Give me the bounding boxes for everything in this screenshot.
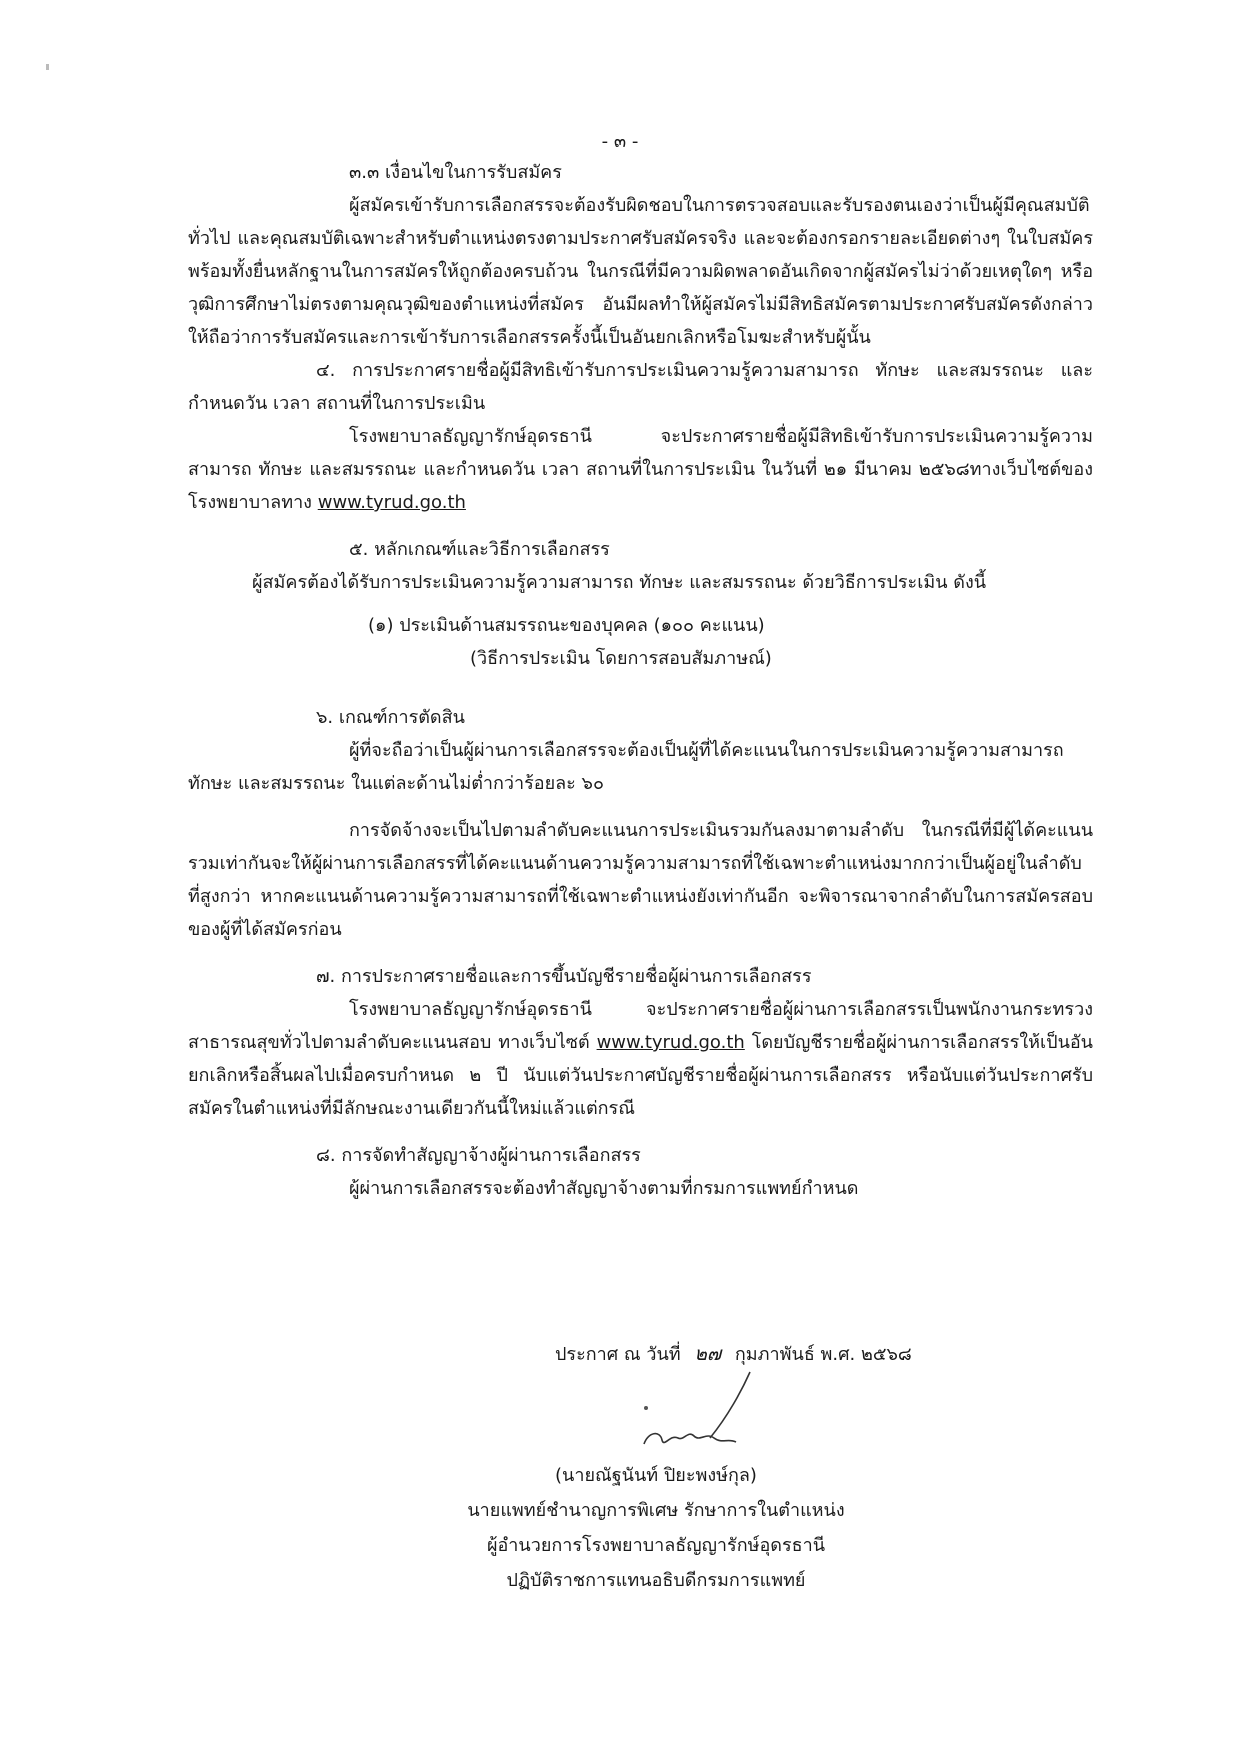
- section-5-heading: ๕. หลักเกณฑ์และวิธีการเลือกสรร: [349, 539, 610, 560]
- section-6-body-2: การจัดจ้างจะเป็นไปตามลำดับคะแนนการประเมินรวมกันลงมาตามลำดับ ในกรณีที่มีผู้ได้คะแนนรวมเท่ากันจะให้ผู้ผ่านการเลือกสรรที่ได้คะแนนด้านความรู้ความสามารถที่ใช้เฉพาะตำแหน่งมากกว่าเป็นผู้อยู่ในลำดับที่สูงกว่า หากคะแนนด้านความรู้ความสามารถที่ใช้เฉพาะตำแหน่งยังเท่ากันอีก จะพิจารณาจากลำดับในการสมัครสอบของผู้ที่ได้สมัครก่อน: [188, 820, 1093, 940]
- criterion-1: (๑) ประเมินด้านสมรรถนะของบุคคล (๑๐๐ คะแนน): [368, 615, 765, 636]
- section-7-body: [188, 993, 1093, 1125]
- section-6-body-1: ผู้ที่จะถือว่าเป็นผู้ผ่านการเลือกสรรจะต้องเป็นผู้ที่ได้คะแนนในการประเมินความรู้ความสามารถ ทักษะ และสมรรถนะ ในแต่ละด้านไม่ต่ำกว่าร้อยละ ๖๐: [188, 740, 1064, 794]
- website-link[interactable]: www.tyrud.go.th: [317, 492, 466, 513]
- announcement-month-year: กุมภาพันธ์ พ.ศ. ๒๕๖๘: [734, 1344, 912, 1365]
- announcement-prefix: ประกาศ ณ วันที่: [555, 1344, 681, 1365]
- announcement-day: ๒๗: [694, 1343, 722, 1365]
- signer-title-2: ผู้อำนวยการโรงพยาบาลธัญญารักษ์อุดรธานี: [486, 1535, 826, 1556]
- section-3-3-heading: ๓.๓ เงื่อนไขในการรับสมัคร: [349, 162, 562, 183]
- section-8-heading: ๘. การจัดทำสัญญาจ้างผู้ผ่านการเลือกสรร: [316, 1145, 641, 1166]
- section-4-body: [188, 420, 1093, 519]
- section-4-text: โรงพยาบาลธัญญารักษ์อุดรธานี จะประกาศรายชื่อผู้มีสิทธิเข้ารับการประเมินความรู้ความสามารถ ทักษะ และสมรรถนะ และกำหนดวัน เวลา สถานที่ในการประเมิน ในวันที่ ๒๑ มีนาคม ๒๕๖๘ทางเว็บไซต์ของโรงพยาบาลทาง: [188, 426, 1093, 513]
- signer-name: (นายณัฐนันท์ ปิยะพงษ์กุล): [555, 1465, 757, 1486]
- website-link-2[interactable]: www.tyrud.go.th: [596, 1032, 745, 1053]
- section-6-heading: ๖. เกณฑ์การตัดสิน: [316, 707, 465, 728]
- criterion-1-method: (วิธีการประเมิน โดยการสอบสัมภาษณ์): [470, 648, 772, 669]
- scan-speck: [46, 64, 49, 70]
- section-8-body: ผู้ผ่านการเลือกสรรจะต้องทำสัญญาจ้างตามที่กรมการแพทย์กำหนด: [349, 1178, 859, 1199]
- section-4-heading: ๔. การประกาศรายชื่อผู้มีสิทธิเข้ารับการประเมินความรู้ความสามารถ ทักษะ และสมรรถนะ และกำหนดวัน เวลา สถานที่ในการประเมิน: [188, 360, 1093, 414]
- section-7-text-before: โรงพยาบาลธัญญารักษ์อุดรธานี จะประกาศรายชื่อผู้ผ่านการเลือกสรรเป็นพนักงานกระทรวงสาธารณสุขทั่วไปตามลำดับคะแนนสอบ ทางเว็บไซต์: [188, 999, 1093, 1053]
- page-number: - ๓ -: [601, 131, 639, 152]
- signature-icon: [632, 1368, 782, 1458]
- signer-title-3: ปฏิบัติราชการแทนอธิบดีกรมการแพทย์: [506, 1570, 806, 1591]
- section-7-text-after: โดยบัญชีรายชื่อผู้ผ่านการเลือกสรรให้เป็นอันยกเลิกหรือสิ้นผลไปเมื่อครบกำหนด ๒ ปี นับแต่วันประกาศบัญชีรายชื่อผู้ผ่านการเลือกสรร หรือนับแต่วันประกาศรับสมัครในตำแหน่งที่มีลักษณะงานเดียวกันนี้ใหม่แล้วแต่กรณี: [188, 1032, 1093, 1119]
- section-7-heading: ๗. การประกาศรายชื่อและการขึ้นบัญชีรายชื่อผู้ผ่านการเลือกสรร: [316, 966, 812, 987]
- announcement-date: [555, 1339, 912, 1369]
- section-3-3-body: ผู้สมัครเข้ารับการเลือกสรรจะต้องรับผิดชอบในการตรวจสอบและรับรองตนเองว่าเป็นผู้มีคุณสมบัติทั่วไป และคุณสมบัติเฉพาะสำหรับตำแหน่งตรงตามประกาศรับสมัครจริง และจะต้องกรอกรายละเอียดต่างๆ ในใบสมัคร พร้อมทั้งยื่นหลักฐานในการสมัครให้ถูกต้องครบถ้วน ในกรณีที่มีความผิดพลาดอันเกิดจากผู้สมัครไม่ว่าด้วยเหตุใดๆ หรือวุฒิการศึกษาไม่ตรงตามคุณวุฒิของตำแหน่งที่สมัคร อันมีผลทำให้ผู้สมัครไม่มีสิทธิสมัครตามประกาศรับสมัครดังกล่าว ให้ถือว่าการรับสมัครและการเข้ารับการเลือกสรรครั้งนี้เป็นอันยกเลิกหรือโมฆะสำหรับผู้นั้น: [188, 195, 1093, 348]
- document-body: [188, 156, 1093, 1205]
- signer-title-1: นายแพทย์ชำนาญการพิเศษ รักษาการในตำแหน่ง: [467, 1500, 845, 1521]
- section-5-body: ผู้สมัครต้องได้รับการประเมินความรู้ความสามารถ ทักษะ และสมรรถนะ ด้วยวิธีการประเมิน ดังนี้: [252, 572, 987, 593]
